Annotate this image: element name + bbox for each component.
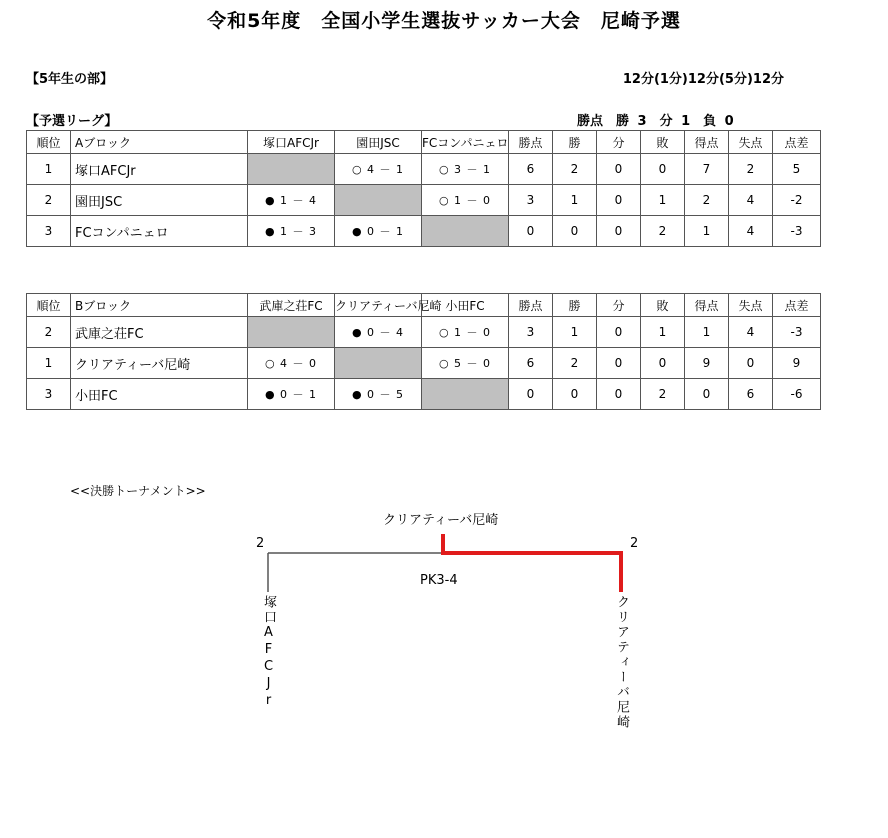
col-losses: 敗 (641, 131, 685, 154)
wins-cell: 0 (553, 216, 597, 247)
col-team-1: 塚口AFCJr (248, 131, 335, 154)
rank-cell: 1 (27, 348, 71, 379)
col-team-2: クリアティーバ尼崎 (335, 294, 422, 317)
goals-for-cell: 2 (685, 185, 729, 216)
wins-cell: 2 (553, 348, 597, 379)
col-team-1: 武庫之荘FC (248, 294, 335, 317)
result-cell: ○ 1 － 0 (422, 185, 509, 216)
col-goal-diff: 点差 (773, 294, 821, 317)
losses-cell: 0 (641, 348, 685, 379)
wins-cell: 2 (553, 154, 597, 185)
goal-diff-cell: -2 (773, 185, 821, 216)
col-goal-diff: 点差 (773, 131, 821, 154)
goals-against-cell: 2 (729, 154, 773, 185)
col-goals-against: 失点 (729, 294, 773, 317)
goal-diff-cell: 9 (773, 348, 821, 379)
draws-cell: 0 (597, 317, 641, 348)
losses-cell: 2 (641, 379, 685, 410)
points-cell: 3 (509, 317, 553, 348)
wins-cell: 1 (553, 317, 597, 348)
col-draws: 分 (597, 131, 641, 154)
col-team-2: 園田JSC (335, 131, 422, 154)
col-wins: 勝 (553, 294, 597, 317)
rank-cell: 2 (27, 185, 71, 216)
goals-against-cell: 6 (729, 379, 773, 410)
goals-against-cell: 0 (729, 348, 773, 379)
winner-bracket-line (443, 534, 621, 592)
pk-result: PK3-4 (420, 573, 458, 588)
draws-cell: 0 (597, 216, 641, 247)
result-cell: ● 0 － 1 (248, 379, 335, 410)
result-cell: ● 0 － 5 (335, 379, 422, 410)
result-cell: ○ 4 － 1 (335, 154, 422, 185)
col-goals-for: 得点 (685, 131, 729, 154)
goals-against-cell: 4 (729, 185, 773, 216)
league-title: 【予選リーグ】 (26, 114, 118, 129)
col-win-points: 勝点 (509, 294, 553, 317)
losses-cell: 1 (641, 185, 685, 216)
points-cell: 3 (509, 185, 553, 216)
points-cell: 0 (509, 379, 553, 410)
rank-cell: 2 (27, 317, 71, 348)
winner-name: クリアティーバ尼崎 (383, 513, 499, 528)
draws-cell: 0 (597, 348, 641, 379)
goals-for-cell: 1 (685, 216, 729, 247)
wins-cell: 1 (553, 185, 597, 216)
goal-diff-cell: -3 (773, 216, 821, 247)
result-cell: ● 0 － 4 (335, 317, 422, 348)
rank-cell: 3 (27, 216, 71, 247)
left-score: 2 (256, 536, 265, 551)
points-cell: 0 (509, 216, 553, 247)
goals-against-cell: 4 (729, 317, 773, 348)
draws-cell: 0 (597, 379, 641, 410)
tournament-title: <<決勝トーナメント>> (70, 484, 206, 498)
team-cell: FCコンパニェロ (71, 216, 248, 247)
block-label: Bブロック (71, 294, 248, 317)
draws-cell: 0 (597, 185, 641, 216)
block-label: Aブロック (71, 131, 248, 154)
col-losses: 敗 (641, 294, 685, 317)
rank-cell: 3 (27, 379, 71, 410)
page-title: 令和5年度 全国小学生選抜サッカー大会 尼崎予選 (207, 10, 681, 32)
goals-for-cell: 9 (685, 348, 729, 379)
col-rank: 順位 (27, 131, 71, 154)
team-cell: クリアティーバ尼崎 (71, 348, 248, 379)
left-team-vertical: 塚口AFCJr (261, 595, 276, 710)
match-rule: 12分(1分)12分(5分)12分 (622, 72, 784, 87)
wins-cell: 0 (553, 379, 597, 410)
col-goals-for: 得点 (685, 294, 729, 317)
result-cell: ○ 3 － 1 (422, 154, 509, 185)
draws-cell: 0 (597, 154, 641, 185)
col-rank: 順位 (27, 294, 71, 317)
goals-for-cell: 7 (685, 154, 729, 185)
result-cell: ● 1 － 3 (248, 216, 335, 247)
col-team-3: 小田FC (422, 294, 509, 317)
col-wins: 勝 (553, 131, 597, 154)
losses-cell: 2 (641, 216, 685, 247)
goals-against-cell: 4 (729, 216, 773, 247)
right-score: 2 (630, 536, 639, 551)
losses-cell: 0 (641, 154, 685, 185)
result-cell: ○ 4 － 0 (248, 348, 335, 379)
rank-cell: 1 (27, 154, 71, 185)
goal-diff-cell: 5 (773, 154, 821, 185)
col-goals-against: 失点 (729, 131, 773, 154)
col-draws: 分 (597, 294, 641, 317)
section-label: 【5年生の部】 (26, 72, 114, 87)
team-cell: 武庫之荘FC (71, 317, 248, 348)
goal-diff-cell: -3 (773, 317, 821, 348)
col-team-3: FCコンパニェロ (422, 131, 509, 154)
team-cell: 塚口AFCJr (71, 154, 248, 185)
team-cell: 園田JSC (71, 185, 248, 216)
points-cell: 6 (509, 348, 553, 379)
result-cell: ○ 5 － 0 (422, 348, 509, 379)
points-legend: 勝点 勝 3 分 1 負 0 (577, 114, 734, 129)
goal-diff-cell: -6 (773, 379, 821, 410)
losses-cell: 1 (641, 317, 685, 348)
team-cell: 小田FC (71, 379, 248, 410)
result-cell: ○ 1 － 0 (422, 317, 509, 348)
result-cell: ● 0 － 1 (335, 216, 422, 247)
result-cell: ● 1 － 4 (248, 185, 335, 216)
goals-for-cell: 0 (685, 379, 729, 410)
points-cell: 6 (509, 154, 553, 185)
col-win-points: 勝点 (509, 131, 553, 154)
goals-for-cell: 1 (685, 317, 729, 348)
right-team-vertical: クリアティーバ尼崎 (614, 595, 629, 730)
